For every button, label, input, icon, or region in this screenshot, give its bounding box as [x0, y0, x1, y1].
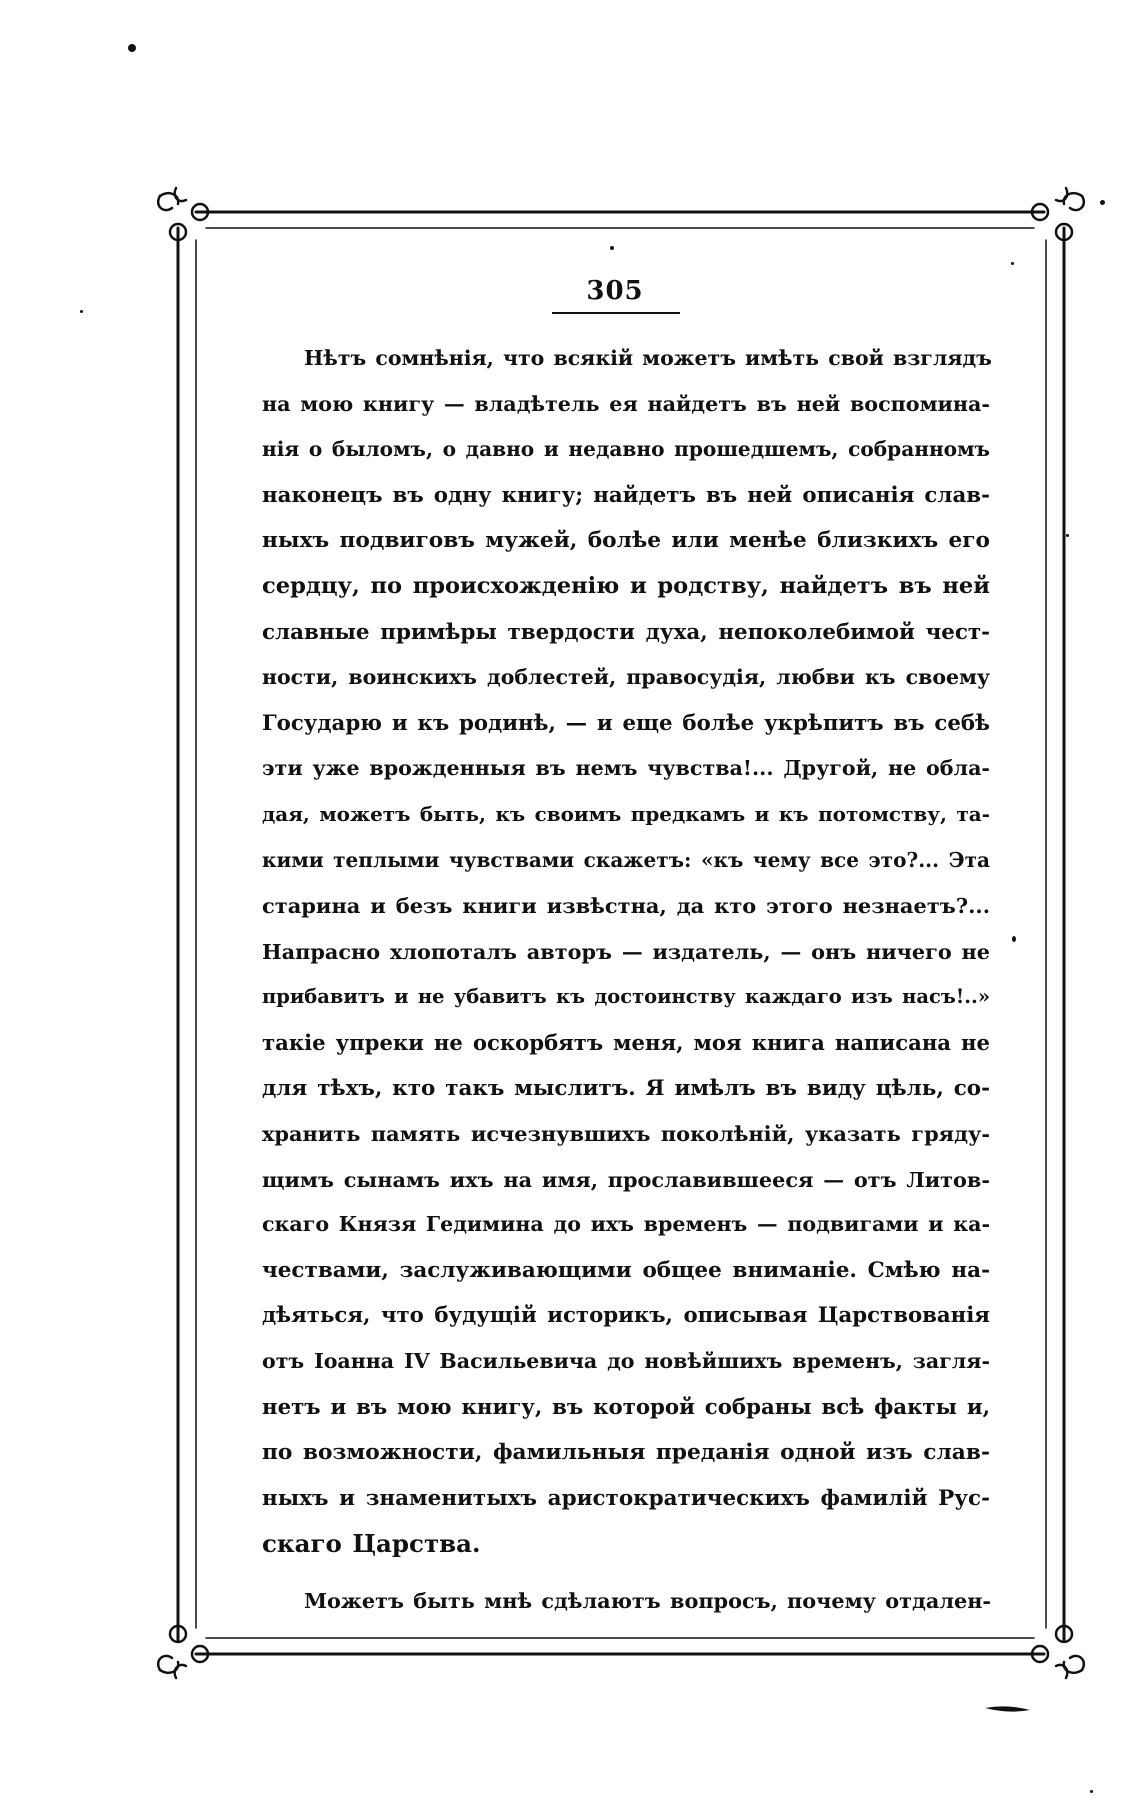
text-line: прибавитъ и не убавитъ къ достоинству каждаго изъ насъ!..» [262, 985, 990, 1009]
ink-speck [1066, 534, 1069, 537]
ink-speck [1100, 200, 1105, 205]
text-line: Государю и къ родинѣ, — и еще болѣе укрѣпитъ въ себѣ [262, 710, 990, 736]
text-line: чествами, заслуживающими общее вниманіе. Смѣю на- [262, 1257, 990, 1283]
text-line: отъ Іоанна IV Васильевича до новѣйшихъ временъ, загля- [262, 1349, 990, 1374]
text-line: скаго Царства. [262, 1529, 481, 1559]
text-line: эти уже врожденныя въ немъ чувства!... Другой, не обла- [262, 756, 990, 781]
page-number-underline [552, 312, 680, 314]
text-line: щимъ сынамъ ихъ на имя, прославившееся — отъ Литов- [262, 1166, 990, 1192]
text-line: нія о быломъ, о давно и недавно прошедшемъ, собранномъ [262, 437, 990, 462]
corner-flourish-bottom-right [1032, 1626, 1084, 1678]
paragraph-gap [262, 1567, 990, 1578]
text-line: дая, можетъ быть, къ своимъ предкамъ и къ потомству, та- [262, 801, 990, 826]
text-line: славные примѣры твердости духа, непоколебимой чест- [262, 619, 990, 645]
page-number: 305 [586, 276, 644, 306]
text-line: Можетъ быть мнѣ сдѣлаютъ вопросъ, почему отдален- [304, 1588, 992, 1614]
text-line: по возможности, фамильныя преданія одной изъ слав- [262, 1440, 990, 1466]
text-line: ныхъ и знаменитыхъ аристократическихъ фамилій Рус- [262, 1485, 990, 1511]
text-line: для тѣхъ, кто такъ мыслитъ. Я имѣлъ въ виду цѣль, со- [262, 1075, 990, 1101]
text-line: старина и безъ книги извѣстна, да кто этого незнаетъ?... [262, 893, 990, 919]
text-line: сердцу, по происхожденію и родству, найдетъ въ ней [262, 572, 990, 599]
ink-speck [1012, 936, 1016, 942]
corner-flourish-bottom-left [158, 1626, 208, 1678]
text-line: кими теплыми чувствами скажетъ: «къ чему все это?... Эта [262, 847, 990, 872]
text-line: ныхъ подвиговъ мужей, болѣе или менѣе близкихъ его [262, 528, 990, 554]
paragraph-1 [262, 336, 990, 1567]
ink-speck [1090, 1790, 1093, 1793]
corner-flourish-top-left [158, 188, 208, 240]
text-line: на мою книгу — владѣтель ея найдетъ въ ней воспомина- [262, 391, 990, 416]
text-line: хранить память исчезнувшихъ поколѣній, указать гряду- [262, 1121, 990, 1147]
ink-smudge [985, 1706, 1030, 1711]
body-text [262, 336, 990, 1624]
paragraph-2 [262, 1578, 990, 1624]
text-line: наконецъ въ одну книгу; найдетъ въ ней описанія слав- [262, 482, 990, 508]
text-line: ности, воинскихъ доблестей, правосудія, любви къ своему [262, 665, 990, 690]
text-line: дѣяться, что будущій историкъ, описывая Царствованія [262, 1303, 990, 1329]
ink-speck [80, 310, 83, 313]
ink-speck [610, 246, 614, 250]
ink-speck [1011, 262, 1014, 265]
text-line: Нѣтъ сомнѣнія, что всякій можетъ имѣть свой взглядъ [304, 346, 992, 370]
ink-speck [128, 44, 136, 52]
text-line: скаго Князя Гедимина до ихъ временъ — подвигами и ка- [262, 1212, 990, 1237]
text-line: такіе упреки не оскорбятъ меня, моя книга написана не [262, 1029, 990, 1055]
text-line: нетъ и въ мою книгу, въ которой собраны всѣ факты и, [262, 1394, 990, 1420]
corner-flourish-top-right [1032, 188, 1084, 240]
text-line: Напрасно хлопоталъ авторъ — издатель, — онъ ничего не [262, 938, 990, 964]
